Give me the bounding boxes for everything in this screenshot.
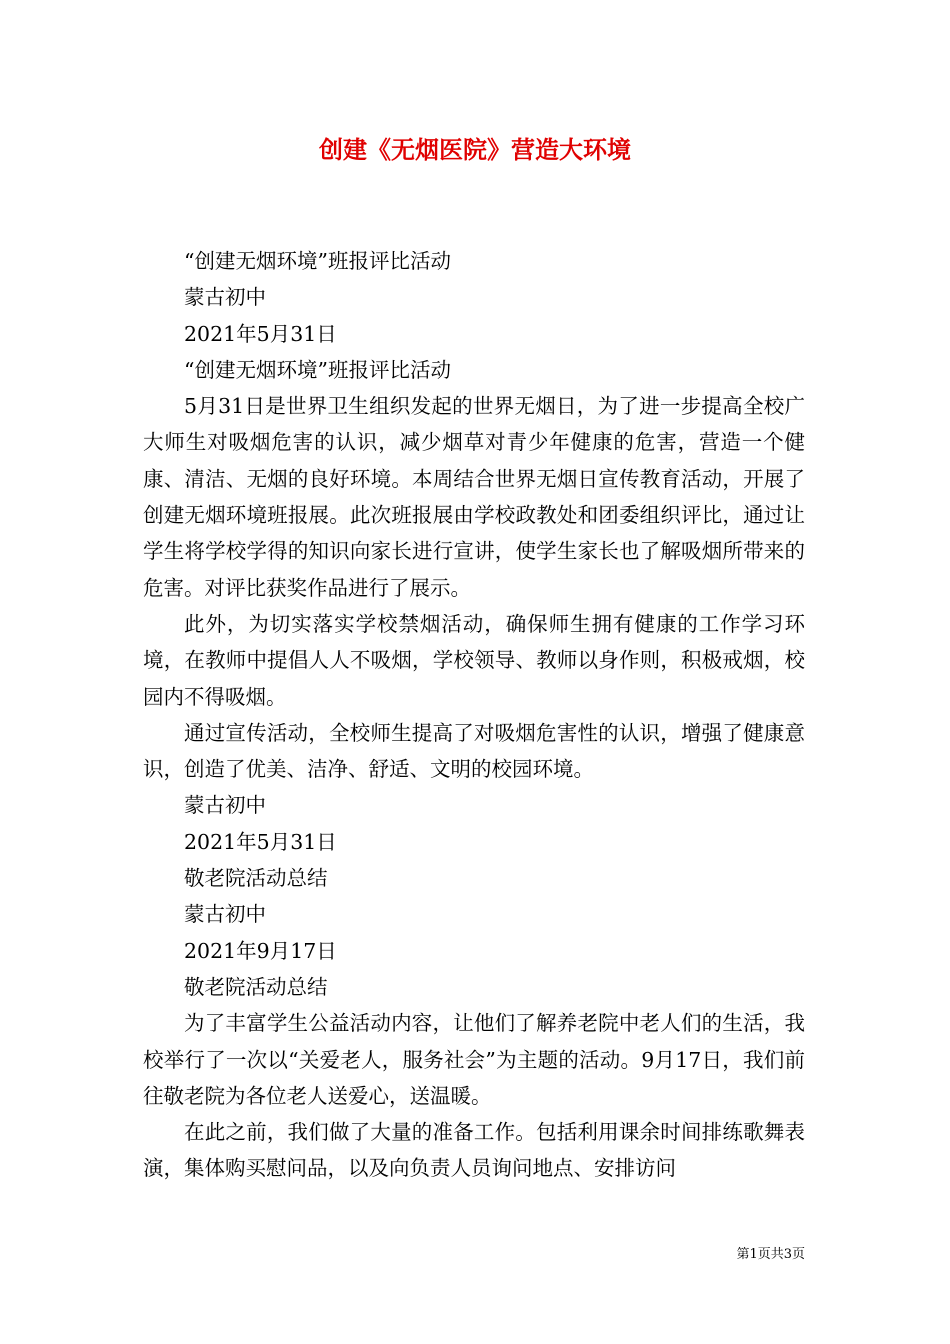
page-number-footer: 第1页共3页 — [736, 1247, 805, 1262]
paragraph: 蒙古初中 — [184, 285, 266, 310]
paragraph: 2021年9月17日 — [184, 938, 337, 963]
paragraph: 敬老院活动总结 — [184, 974, 328, 999]
paragraph: 为了丰富学生公益活动内容，让他们了解养老院中老人们的生活，我校举行了一次以“关爱老人，服务社会”为主题的活动。9月17日，我们前往敬老院为各位老人送爱心，送温暖。 — [143, 1011, 805, 1108]
paragraph: 5月31日是世界卫生组织发起的世界无烟日，为了进一步提高全校广大师生对吸烟危害的认识，减少烟草对青少年健康的危害，营造一个健康、清洁、无烟的良好环境。本周结合世界无烟日宣传教育活动，开展了创建无烟环境班报展。此次班报展由学校政教处和团委组织评比，通过让学生将学校学得的知识向家长进行宣讲，使学生家长也了解吸烟所带来的危害。对评比获奖作品进行了展示。 — [143, 394, 805, 600]
paragraph: 2021年5月31日 — [184, 321, 337, 346]
paragraph: 在此之前，我们做了大量的准备工作。包括利用课余时间排练歌舞表演，集体购买慰问品，以及向负责人员询问地点、安排访问 — [143, 1120, 805, 1181]
paragraph: 敬老院活动总结 — [184, 866, 328, 891]
paragraph: 通过宣传活动，全校师生提高了对吸烟危害性的认识，增强了健康意识，创造了优美、洁净、舒适、文明的校园环境。 — [143, 720, 805, 782]
paragraph: 蒙古初中 — [184, 902, 266, 927]
paragraph: 2021年5月31日 — [184, 829, 337, 854]
paragraph: “创建无烟环境”班报评比活动 — [184, 357, 451, 382]
paragraph: “创建无烟环境”班报评比活动 — [184, 249, 451, 273]
paragraph: 蒙古初中 — [184, 793, 266, 818]
document-title: 创建《无烟医院》营造大环境 — [319, 135, 631, 164]
paragraph: 此外，为切实落实学校禁烟活动，确保师生拥有健康的工作学习环境，在教师中提倡人人不吸烟，学校领导、教师以身作则，积极戒烟，校园内不得吸烟。 — [143, 611, 805, 709]
document-body — [143, 243, 805, 1187]
